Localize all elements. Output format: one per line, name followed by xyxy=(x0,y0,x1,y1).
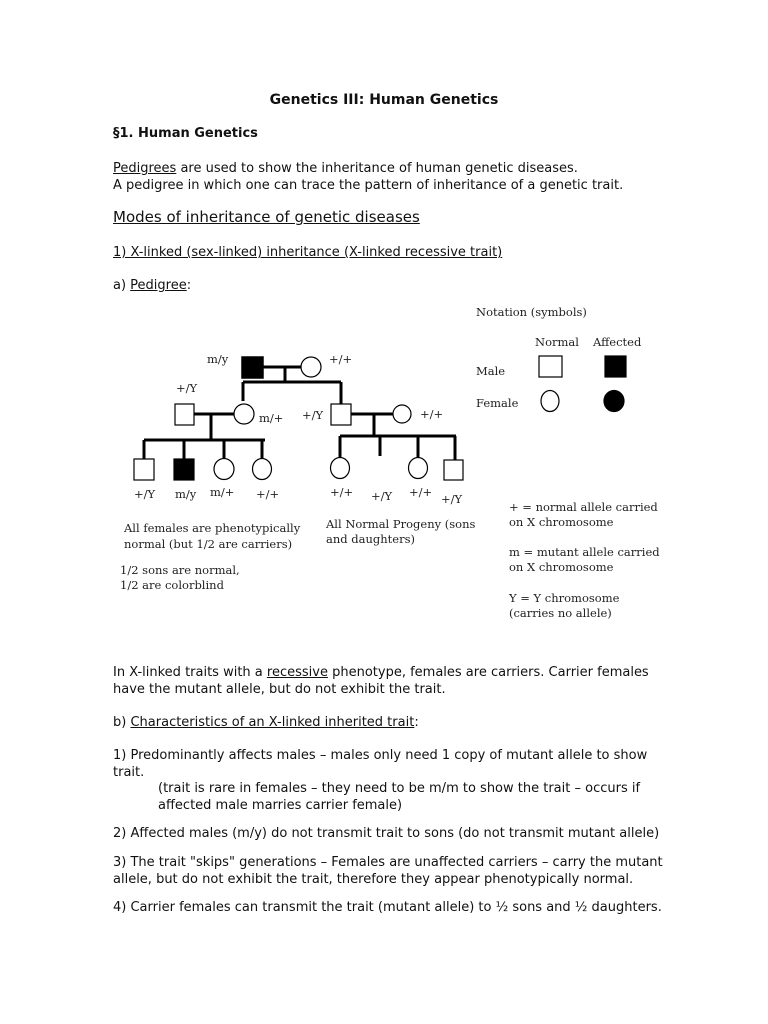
gen2-right-spouse-female xyxy=(393,405,411,423)
label-left-spouse: +/Y xyxy=(176,381,198,395)
notation-male-normal xyxy=(539,356,562,377)
notation-normal-header: Normal xyxy=(535,335,579,349)
caption-right-1: All Normal Progeny (sons xyxy=(326,517,476,531)
gen2-left-spouse-male xyxy=(175,404,194,425)
notation-female-affected xyxy=(604,391,624,412)
intro-line-1: Pedigrees are used to show the inheritance of human genetic diseases. xyxy=(113,161,578,176)
caption-left-4: 1/2 are colorblind xyxy=(120,578,224,592)
gen1-affected-male xyxy=(242,357,263,378)
legend-plus-1: + = normal allele carried xyxy=(509,500,658,514)
point-1-line-3: (trait is rare in females – they need to be m/m to show the trait – occurs if xyxy=(158,781,641,796)
point-4: 4) Carrier females can transmit the trait (mutant allele) to ½ sons and ½ daughters. xyxy=(113,900,662,915)
label-left-child-1: +/Y xyxy=(134,487,156,501)
sub-b-heading: b) Characteristics of an X-linked inherited trait: xyxy=(113,715,419,730)
label-right-child-1: +/+ xyxy=(330,485,354,499)
gen3-left-child-2-affected xyxy=(174,459,194,480)
caption-left-1: All females are phenotypically xyxy=(124,521,301,535)
notation-male-label: Male xyxy=(476,364,506,378)
point-3-line-1: 3) The trait "skips" generations – Females are unaffected carriers – carry the mutant xyxy=(113,855,663,870)
label-left-child-2: m/y xyxy=(175,487,197,501)
label-right-spouse: +/+ xyxy=(420,407,444,421)
point-3-line-2: allele, but do not exhibit the trait, therefore they appear phenotypically normal. xyxy=(113,872,634,887)
notation-male-affected xyxy=(605,356,626,377)
recessive-term: recessive xyxy=(266,665,328,680)
modes-heading: Modes of inheritance of genetic diseases xyxy=(113,208,420,226)
gen2-normal-son xyxy=(331,404,351,425)
pedigrees-term: Pedigrees xyxy=(113,161,177,176)
carrier-line-1: In X-linked traits with a recessive phenotype, females are carriers. Carrier females xyxy=(113,665,649,680)
label-right-child-2: +/Y xyxy=(371,489,393,503)
label-left-child-4: +/+ xyxy=(256,487,280,501)
gen1-normal-female xyxy=(301,357,321,377)
label-right-child-3: +/+ xyxy=(409,485,433,499)
notation-affected-header: Affected xyxy=(593,335,642,349)
label-right-son: +/Y xyxy=(302,408,324,422)
caption-left-2: normal (but 1/2 are carriers) xyxy=(124,537,293,551)
gen3-left-child-3 xyxy=(214,459,234,480)
section-heading: §1. Human Genetics xyxy=(113,126,258,141)
notation-female-normal xyxy=(541,391,559,412)
xlinked-heading: 1) X-linked (sex-linked) inheritance (X-linked recessive trait) xyxy=(113,245,503,260)
carrier-line-2: have the mutant allele, but do not exhibit the trait. xyxy=(113,682,446,697)
label-gen1-father: m/y xyxy=(207,352,229,366)
notation-title: Notation (symbols) xyxy=(476,305,587,319)
legend-m-1: m = mutant allele carried xyxy=(509,545,660,559)
sub-a-heading: a) Pedigree: xyxy=(113,278,192,293)
legend-y-1: Y = Y chromosome xyxy=(509,591,620,605)
legend-m-2: on X chromosome xyxy=(509,560,614,574)
intro-line-2: A pedigree in which one can trace the pattern of inheritance of a genetic trait. xyxy=(113,178,624,193)
gen3-right-child-1 xyxy=(331,458,350,479)
gen3-left-child-1 xyxy=(134,459,154,480)
point-1-line-4: affected male marries carrier female) xyxy=(158,798,403,813)
label-gen1-mother: +/+ xyxy=(329,352,353,366)
label-left-daughter: m/+ xyxy=(259,411,284,425)
caption-left-3: 1/2 sons are normal, xyxy=(120,563,240,577)
point-1-line-2: trait. xyxy=(113,765,145,780)
caption-right-2: and daughters) xyxy=(326,532,415,546)
point-2: 2) Affected males (m/y) do not transmit trait to sons (do not transmit mutant allele) xyxy=(113,826,660,841)
label-right-child-4: +/Y xyxy=(441,492,463,506)
label-left-child-3: m/+ xyxy=(210,485,235,499)
gen3-right-child-4 xyxy=(444,460,463,480)
notation-female-label: Female xyxy=(476,396,519,410)
legend-plus-2: on X chromosome xyxy=(509,515,614,529)
point-1-line-1: 1) Predominantly affects males – males only need 1 copy of mutant allele to show xyxy=(113,748,648,763)
gen2-carrier-daughter xyxy=(234,404,254,424)
page-title: Genetics III: Human Genetics xyxy=(269,92,499,108)
gen3-right-child-3 xyxy=(409,458,428,479)
gen3-left-child-4 xyxy=(253,459,272,480)
legend-y-2: (carries no allele) xyxy=(509,606,612,620)
